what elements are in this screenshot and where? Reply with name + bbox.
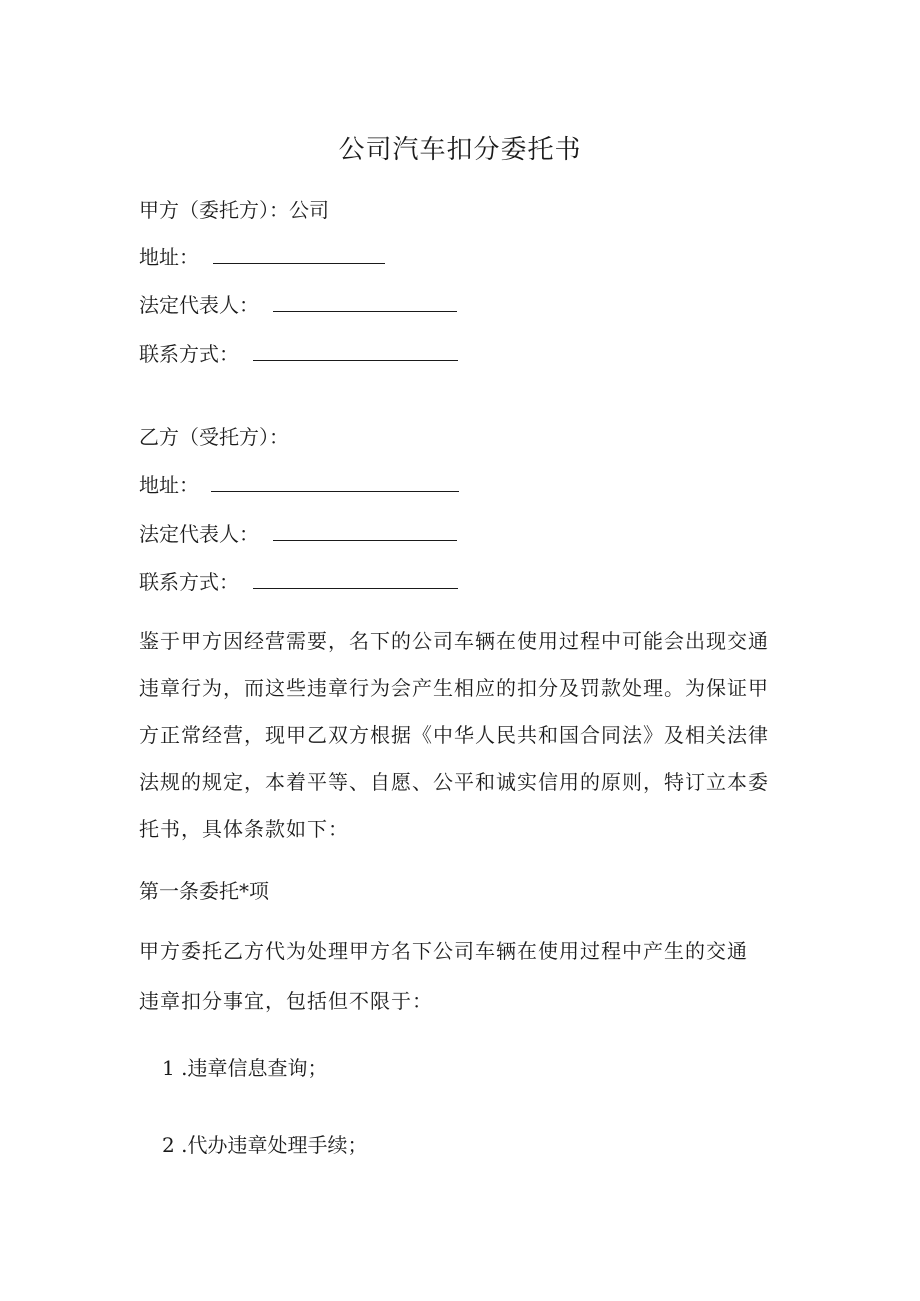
party-b-label: 乙方（受托方）： (139, 425, 289, 449)
article-1-heading: 第一条委托*项 (139, 879, 269, 903)
party-b-contact-row (139, 568, 458, 596)
party-a-label: 甲方（委托方）：公司 (139, 198, 329, 222)
party-b-address-label: 地址： (139, 473, 199, 497)
party-a-contact-blank[interactable] (253, 342, 458, 361)
party-b-rep-blank[interactable] (273, 522, 457, 541)
article-1-body (139, 937, 784, 1034)
party-a-address-row (139, 243, 385, 271)
article-1-item: 1 .违章信息查询； (162, 1056, 328, 1080)
party-a-rep-label: 法定代表人： (139, 293, 259, 317)
article-1-line: 违章扣分事宜，包括但不限于： (139, 989, 433, 1013)
intro-line: 托书，具体条款如下： (139, 817, 349, 841)
intro-line: 鉴于甲方因经营需要，名下的公司车辆在使用过程中可能会出现交通 (139, 629, 769, 653)
party-b-rep-label: 法定代表人： (139, 522, 259, 546)
intro-line: 法规的规定，本着平等、自愿、公平和诚实信用的原则，特订立本委 (139, 770, 769, 794)
party-a-contact-row (139, 340, 458, 368)
intro-line: 违章行为，而这些违章行为会产生相应的扣分及罚款处理。为保证甲 (139, 676, 769, 700)
intro-paragraph (139, 627, 784, 862)
intro-line: 方正常经营，现甲乙双方根据《中华人民共和国合同法》及相关法律 (139, 723, 769, 747)
party-b-contact-blank[interactable] (253, 570, 458, 589)
article-1-item: 2 .代办违章处理手续； (162, 1133, 368, 1157)
party-b-address-blank[interactable] (211, 473, 459, 492)
party-a-address-blank[interactable] (213, 245, 385, 264)
document-title: 公司汽车扣分委托书 (338, 135, 582, 165)
party-b-rep-row (139, 520, 457, 548)
article-1-line: 甲方委托乙方代为处理甲方名下公司车辆在使用过程中产生的交通 (139, 939, 748, 963)
party-a-rep-row (139, 291, 457, 319)
party-a-address-label: 地址： (139, 245, 199, 269)
party-b-contact-label: 联系方式： (139, 570, 239, 594)
party-b-address-row (139, 471, 459, 499)
party-a-rep-blank[interactable] (273, 293, 457, 312)
party-a-contact-label: 联系方式： (139, 342, 239, 366)
